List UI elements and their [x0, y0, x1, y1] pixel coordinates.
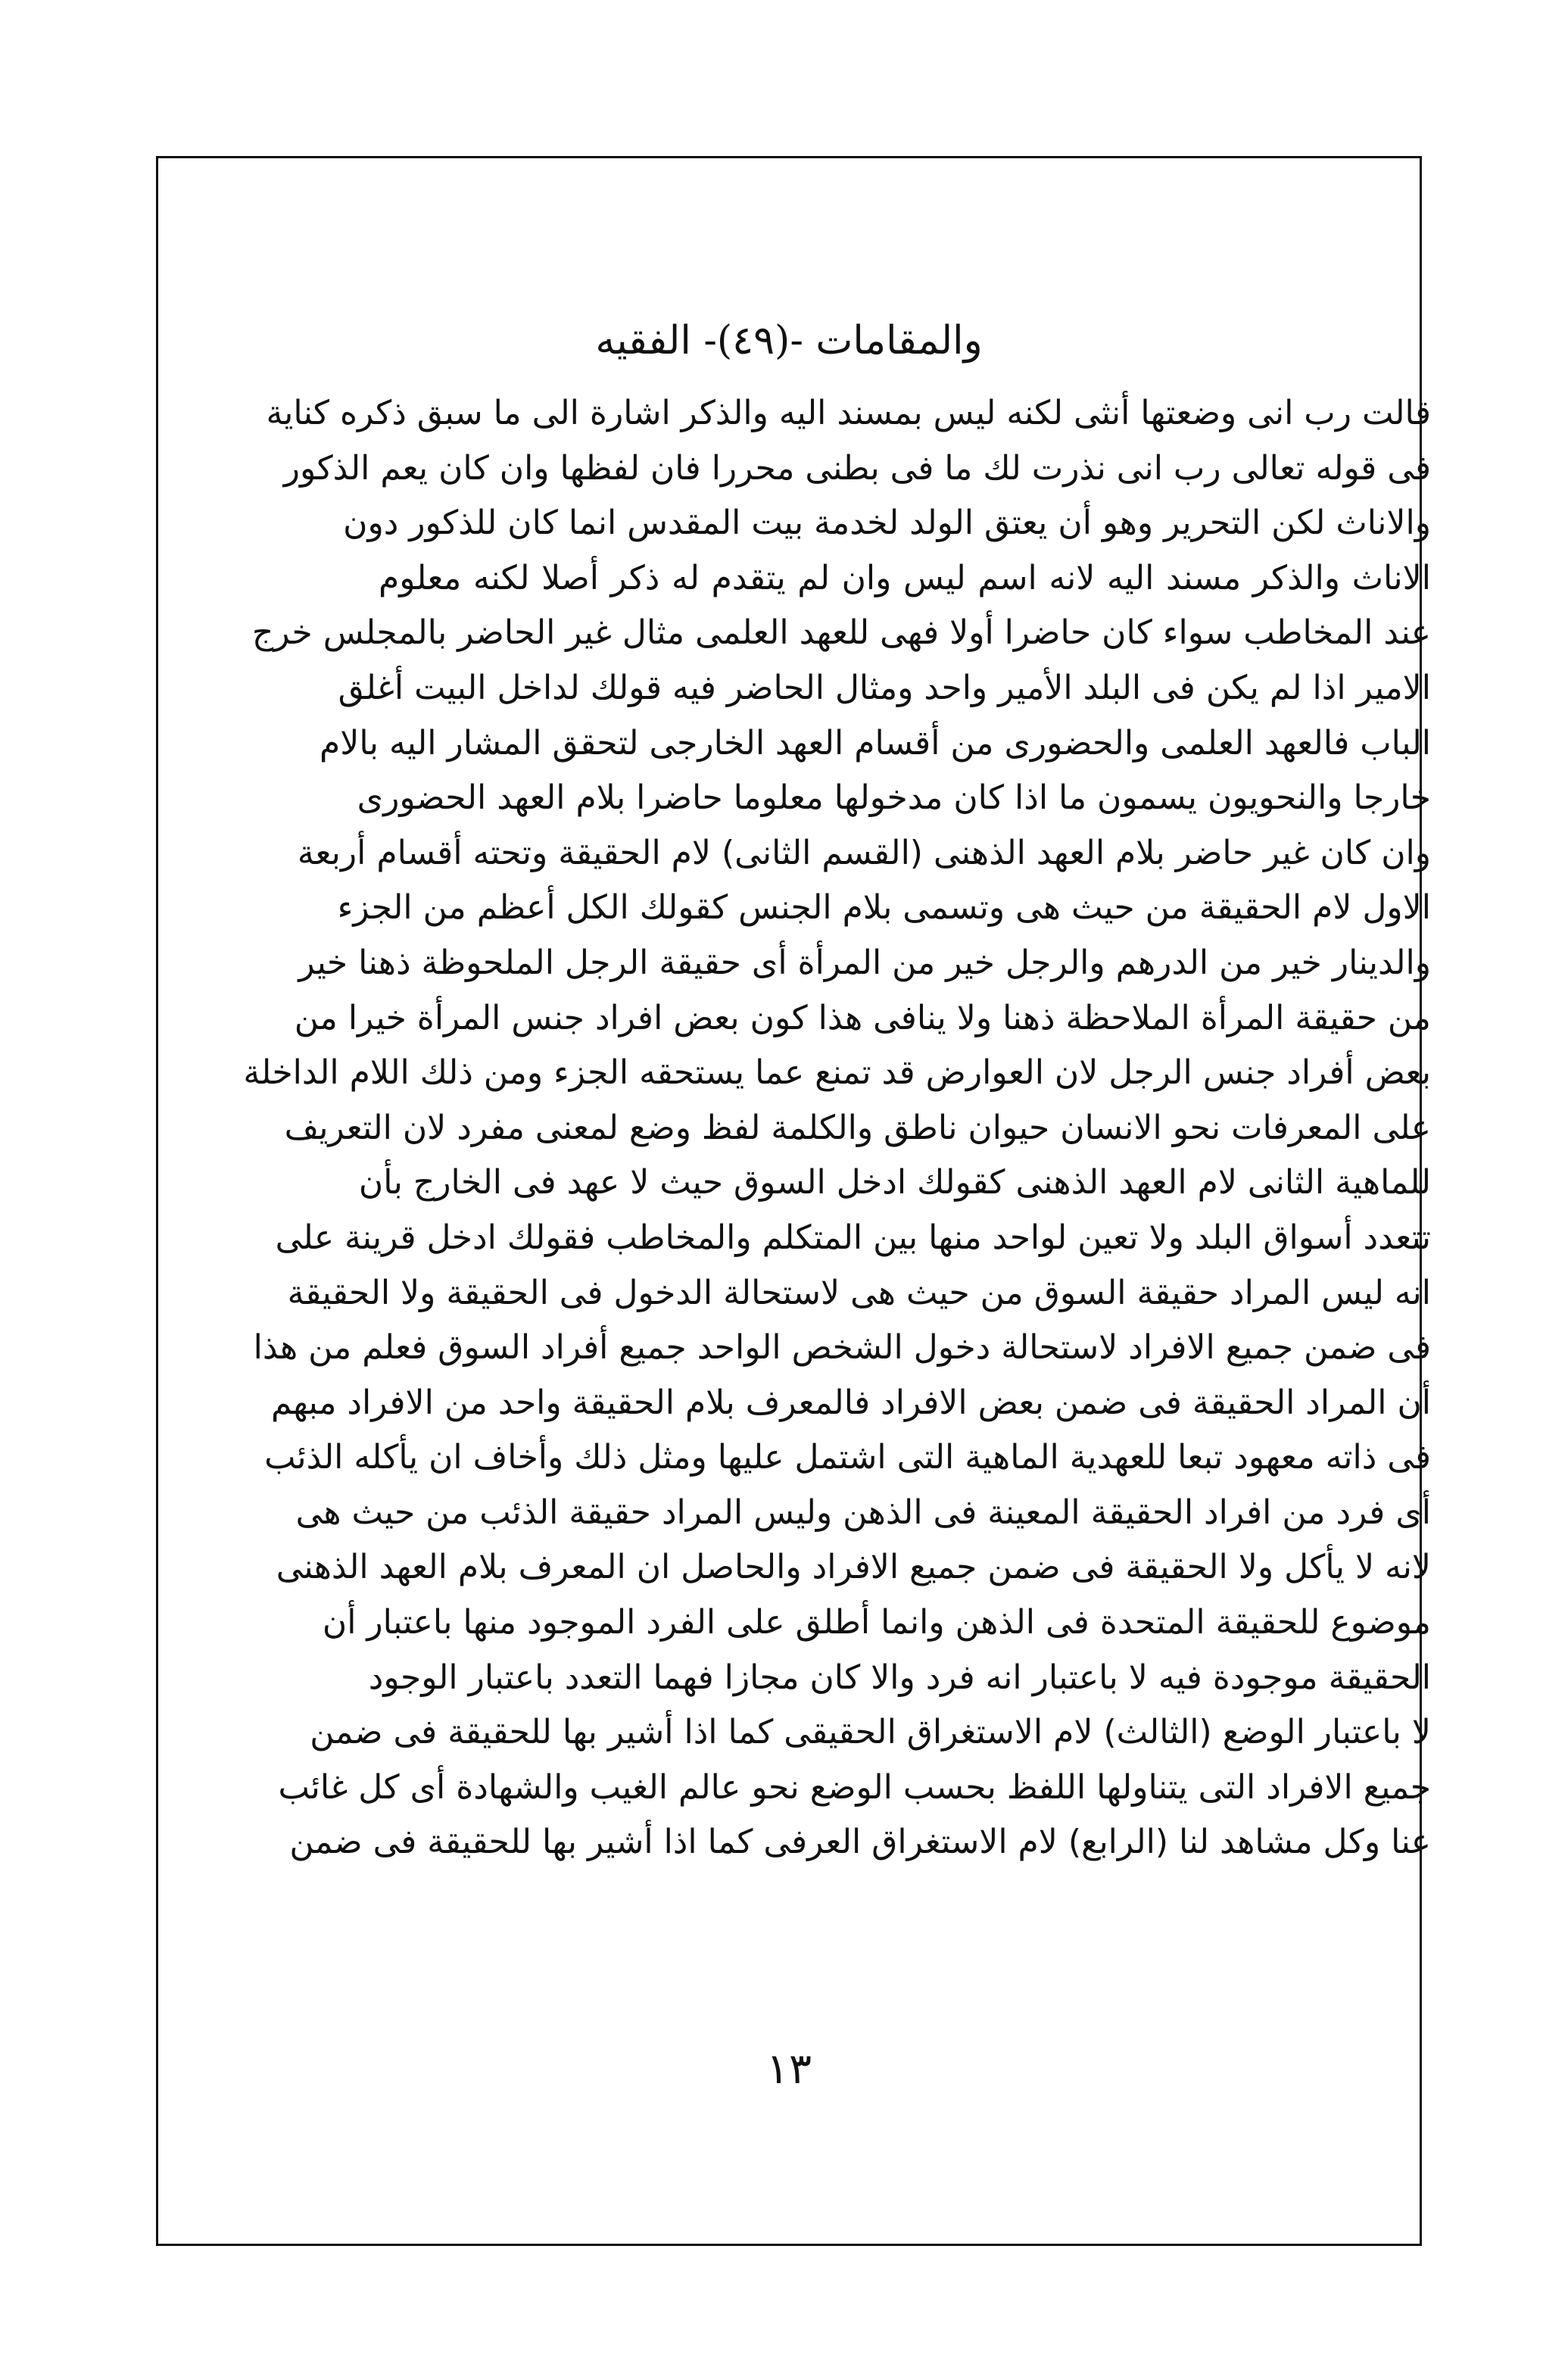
text-line: على المعرفات نحو الانسان حيوان ناطق والكلمة لفظ وضع لمعنى مفرد لان التعريف: [284, 1108, 1431, 1147]
text-line: من حقيقة المرأة الملاحظة ذهنا ولا ينافى هذا كون بعض افراد جنس المرأة خيرا من: [294, 998, 1431, 1037]
text-line: قالت رب انى وضعتها أنثى لكنه ليس بمسند اليه والذكر اشارة الى ما سبق ذكره كناية: [266, 394, 1431, 432]
text-line: الامير اذا لم يكن فى البلد الأمير واحد ومثال الحاضر فيه قولك لداخل البيت أغلق: [338, 668, 1431, 707]
text-line: عند المخاطب سواء كان حاضرا أولا فهى للعهد العلمى مثال غير الحاضر بالمجلس خرج: [251, 613, 1431, 653]
text-line: أن المراد الحقيقة فى ضمن بعض الافراد فالمعرف بلام الحقيقة واحد من الافراد مبهم: [270, 1383, 1431, 1422]
text-line: عنا وكل مشاهد لنا (الرابع) لام الاستغراق العرفى كما اذا أشير بها للحقيقة فى ضمن: [289, 1823, 1431, 1862]
text-line: الاناث والذكر مسند اليه لانه اسم ليس وان لم يتقدم له ذكر أصلا لكنه معلوم: [379, 558, 1431, 597]
text-line: لا باعتبار الوضع (الثالث) لام الاستغراق الحقيقى كما اذا أشير بها للحقيقة فى ضمن: [310, 1713, 1431, 1752]
page-number: ١٣: [765, 2045, 812, 2094]
text-line: الحقيقة موجودة فيه لا باعتبار انه فرد والا كان مجازا فهما التعدد باعتبار الوجود: [368, 1658, 1431, 1697]
text-line: والاناث لكن التحرير وهو أن يعتق الولد لخدمة بيت المقدس انما كان للذكور دون: [343, 504, 1431, 543]
text-line: انه ليس المراد حقيقة السوق من حيث هى لاستحالة الدخول فى الحقيقة ولا الحقيقة: [287, 1273, 1431, 1312]
text-line: الباب فالعهد العلمى والحضورى من أقسام العهد الخارجى لتحقق المشار اليه بالام: [320, 723, 1431, 763]
text-line: جميع الافراد التى يتناولها اللفظ بحسب الوضع نحو عالم الغيب والشهادة أى كل غائب: [278, 1767, 1431, 1807]
text-line: الاول لام الحقيقة من حيث هى وتسمى بلام الجنس كقولك الكل أعظم من الجزء: [337, 888, 1431, 928]
arabic-text-body: [243, 386, 1431, 2037]
text-line: والدينار خير من الدرهم والرجل خير من المرأة أى حقيقة الرجل الملحوظة ذهنا خير: [298, 943, 1431, 982]
text-line: فى ذاته معهود تبعا للعهدية الماهية التى اشتمل عليها ومثل ذلك وأخاف ان يأكله الذئب: [264, 1438, 1431, 1477]
text-line: بعض أفراد جنس الرجل لان العوارض قد تمنع عما يستحقه الجزء ومن ذلك اللام الداخلة: [243, 1053, 1431, 1093]
text-line: فى قوله تعالى رب انى نذرت لك ما فى بطنى محررا فان لفظها وان كان يعم الذكور: [283, 448, 1431, 488]
text-line: موضوع للحقيقة المتحدة فى الذهن وانما أطلق على الفرد الموجود منها باعتبار أن: [322, 1603, 1431, 1642]
text-line: تتعدد أسواق البلد ولا تعين لواحد منها بين المتكلم والمخاطب فقولك ادخل قرينة على: [275, 1218, 1431, 1257]
text-line: فى ضمن جميع الافراد لاستحالة دخول الشخص الواحد جميع أفراد السوق فعلم من هذا: [253, 1328, 1431, 1368]
text-line: لانه لا يأكل ولا الحقيقة فى ضمن جميع الافراد والحاصل ان المعرف بلام العهد الذهنى: [276, 1548, 1431, 1587]
text-line: أى فرد من افراد الحقيقة المعينة فى الذهن وليس المراد حقيقة الذئب من حيث هى: [295, 1493, 1431, 1532]
text-line: وان كان غير حاضر بلام العهد الذهنى (القسم الثانى) لام الحقيقة وتحته أقسام أربعة: [297, 833, 1431, 872]
text-line: للماهية الثانى لام العهد الذهنى كقولك ادخل السوق حيث لا عهد فى الخارج بأن: [358, 1163, 1431, 1202]
text-line: خارجا والنحويون يسمون ما اذا كان مدخولها معلوما حاضرا بلام العهد الحضورى: [357, 778, 1431, 818]
running-header: والمقامات -(٤٩)- الفقيه: [595, 318, 983, 363]
